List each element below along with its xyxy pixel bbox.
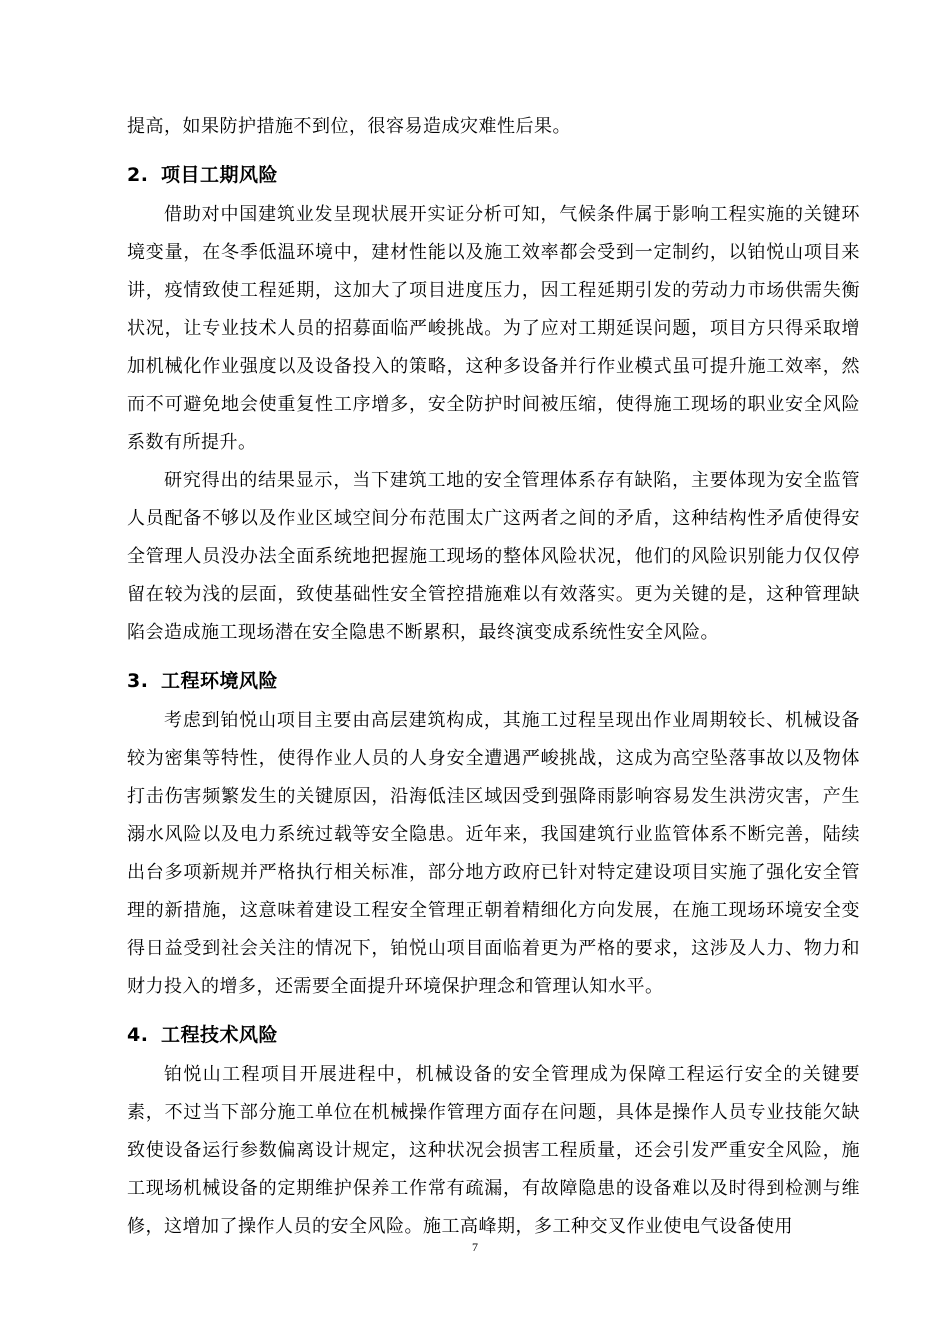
section-heading <box>127 156 860 194</box>
page-number: 7 <box>472 1240 478 1254</box>
section-technical-risk <box>127 1016 860 1246</box>
body-paragraph: 考虑到铂悦山项目主要由高层建筑构成，其施工过程呈现出作业周期较长、机械设备较为密集等特性，使得作业人员的人身安全遭遇严峻挑战，这成为高空坠落事故以及物体打击伤害频繁发生的关键原因，沿海低洼区域因受到强降雨影响容易发生洪涝灾害，产生溺水风险以及电力系统过载等安全隐患。近年来，我国建筑行业监管体系不断完善，陆续出台多项新规并严格执行相关标准，部分地方政府已针对特定建设项目实施了强化安全管理的新措施，这意味着建设工程安全管理正朝着精细化方向发展，在施工现场环境安全变得日益受到社会关注的情况下，铂悦山项目面临着更为严格的要求，这涉及人力、物力和财力投入的增多，还需要全面提升环境保护理念和管理认知水平。 <box>127 710 860 997</box>
section-title: 工程环境风险 <box>161 670 279 692</box>
section-title: 项目工期风险 <box>161 164 279 186</box>
section-number: 2. <box>127 164 149 186</box>
section-title: 工程技术风险 <box>161 1024 279 1046</box>
body-paragraph: 借助对中国建筑业发呈现状展开实证分析可知，气候条件属于影响工程实施的关键环境变量，在冬季低温环境中，建材性能以及施工效率都会受到一定制约，以铂悦山项目来讲，疫情致使工程延期，这加大了项目进度压力，因工程延期引发的劳动力市场供需失衡状况，让专业技术人员的招募面临严峻挑战。为了应对工期延误问题，项目方只得采取增加机械化作业强度以及设备投入的策略，这种多设备并行作业模式虽可提升施工效率，然而不可避免地会使重复性工序增多，安全防护时间被压缩，使得施工现场的职业安全风险系数有所提升。 <box>127 204 860 453</box>
section-heading <box>127 1016 860 1054</box>
section-schedule-risk <box>127 156 860 652</box>
section-heading <box>127 662 860 700</box>
intro-paragraph: 提高，如果防护措施不到位，很容易造成灾难性后果。 <box>127 116 571 137</box>
body-paragraph: 研究得出的结果显示，当下建筑工地的安全管理体系存有缺陷，主要体现为安全监管人员配备不够以及作业区域空间分布范围太广这两者之间的矛盾，这种结构性矛盾使得安全管理人员没办法全面系统地把握施工现场的整体风险状况，他们的风险识别能力仅仅停留在较为浅的层面，致使基础性安全管控措施难以有效落实。更为关键的是，这种管理缺陷会造成施工现场潜在安全隐患不断累积，最终演变成系统性安全风险。 <box>127 470 860 643</box>
page-body <box>127 108 860 1246</box>
body-paragraph: 铂悦山工程项目开展进程中，机械设备的安全管理成为保障工程运行安全的关键要素，不过当下部分施工单位在机械操作管理方面存在问题，具体是操作人员专业技能欠缺致使设备运行参数偏离设计规定，这种状况会损害工程质量，还会引发严重安全风险，施工现场机械设备的定期维护保养工作常有疏漏，有故障隐患的设备难以及时得到检测与维修，这增加了操作人员的安全风险。施工高峰期，多工种交叉作业使电气设备使用 <box>127 1064 860 1237</box>
section-number: 3. <box>127 670 149 692</box>
section-environment-risk <box>127 662 860 1006</box>
section-number: 4. <box>127 1024 149 1046</box>
